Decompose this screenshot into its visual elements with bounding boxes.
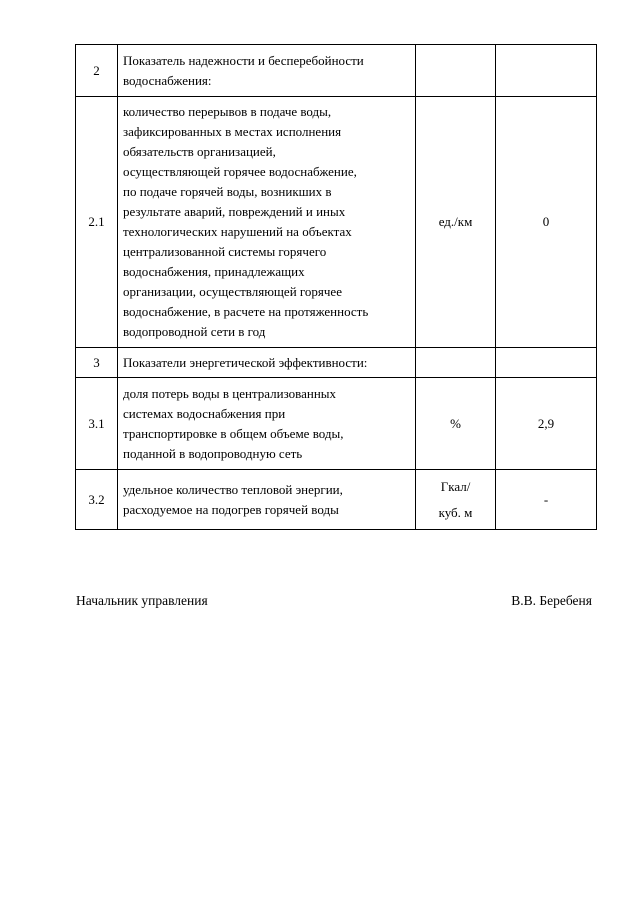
row-description: Показатели энергетической эффективности: bbox=[118, 348, 416, 378]
row-description: Показатель надежности и бесперебойности водоснабжения: bbox=[118, 45, 416, 97]
row-value bbox=[496, 348, 597, 378]
table-row bbox=[76, 470, 597, 530]
row-unit: % bbox=[416, 378, 496, 470]
row-description: количество перерывов в подаче воды, зафиксированных в местах исполнения обязательств организацией, осуществляющей горячее водоснабжение, по подаче горячей воды, возникших в результате аварий, повреждений и иных технологических нарушений на объектах централизованной системы горячего водоснабжения, принадлежащих организации, осуществляющей горячее водоснабжение, в расчете на протяженность водопроводной сети в год bbox=[118, 97, 416, 348]
row-value: 2,9 bbox=[496, 378, 597, 470]
signature-position: Начальник управления bbox=[76, 593, 208, 608]
row-description: удельное количество тепловой энергии, расходуемое на подогрев горячей воды bbox=[118, 470, 416, 530]
unit-line-2: куб. м bbox=[438, 504, 473, 520]
row-number: 3.1 bbox=[76, 378, 118, 470]
signature-name: В.В. Беребеня bbox=[511, 593, 592, 608]
row-value bbox=[496, 45, 597, 97]
row-unit bbox=[416, 45, 496, 97]
table-row bbox=[76, 378, 597, 470]
unit-line-1: Гкал/ bbox=[440, 478, 471, 494]
row-number: 3.2 bbox=[76, 470, 118, 530]
row-unit bbox=[416, 348, 496, 378]
row-number: 3 bbox=[76, 348, 118, 378]
row-value: - bbox=[496, 470, 597, 530]
table-row bbox=[76, 45, 597, 97]
row-number: 2 bbox=[76, 45, 118, 97]
table-row bbox=[76, 348, 597, 378]
row-unit: ед./км bbox=[416, 97, 496, 348]
row-unit bbox=[416, 470, 496, 530]
indicators-table bbox=[75, 44, 597, 530]
row-number: 2.1 bbox=[76, 97, 118, 348]
table-row bbox=[76, 97, 597, 348]
row-description: доля потерь воды в централизованных системах водоснабжения при транспортировке в общем объеме воды, поданной в водопроводную сеть bbox=[118, 378, 416, 470]
row-value: 0 bbox=[496, 97, 597, 348]
